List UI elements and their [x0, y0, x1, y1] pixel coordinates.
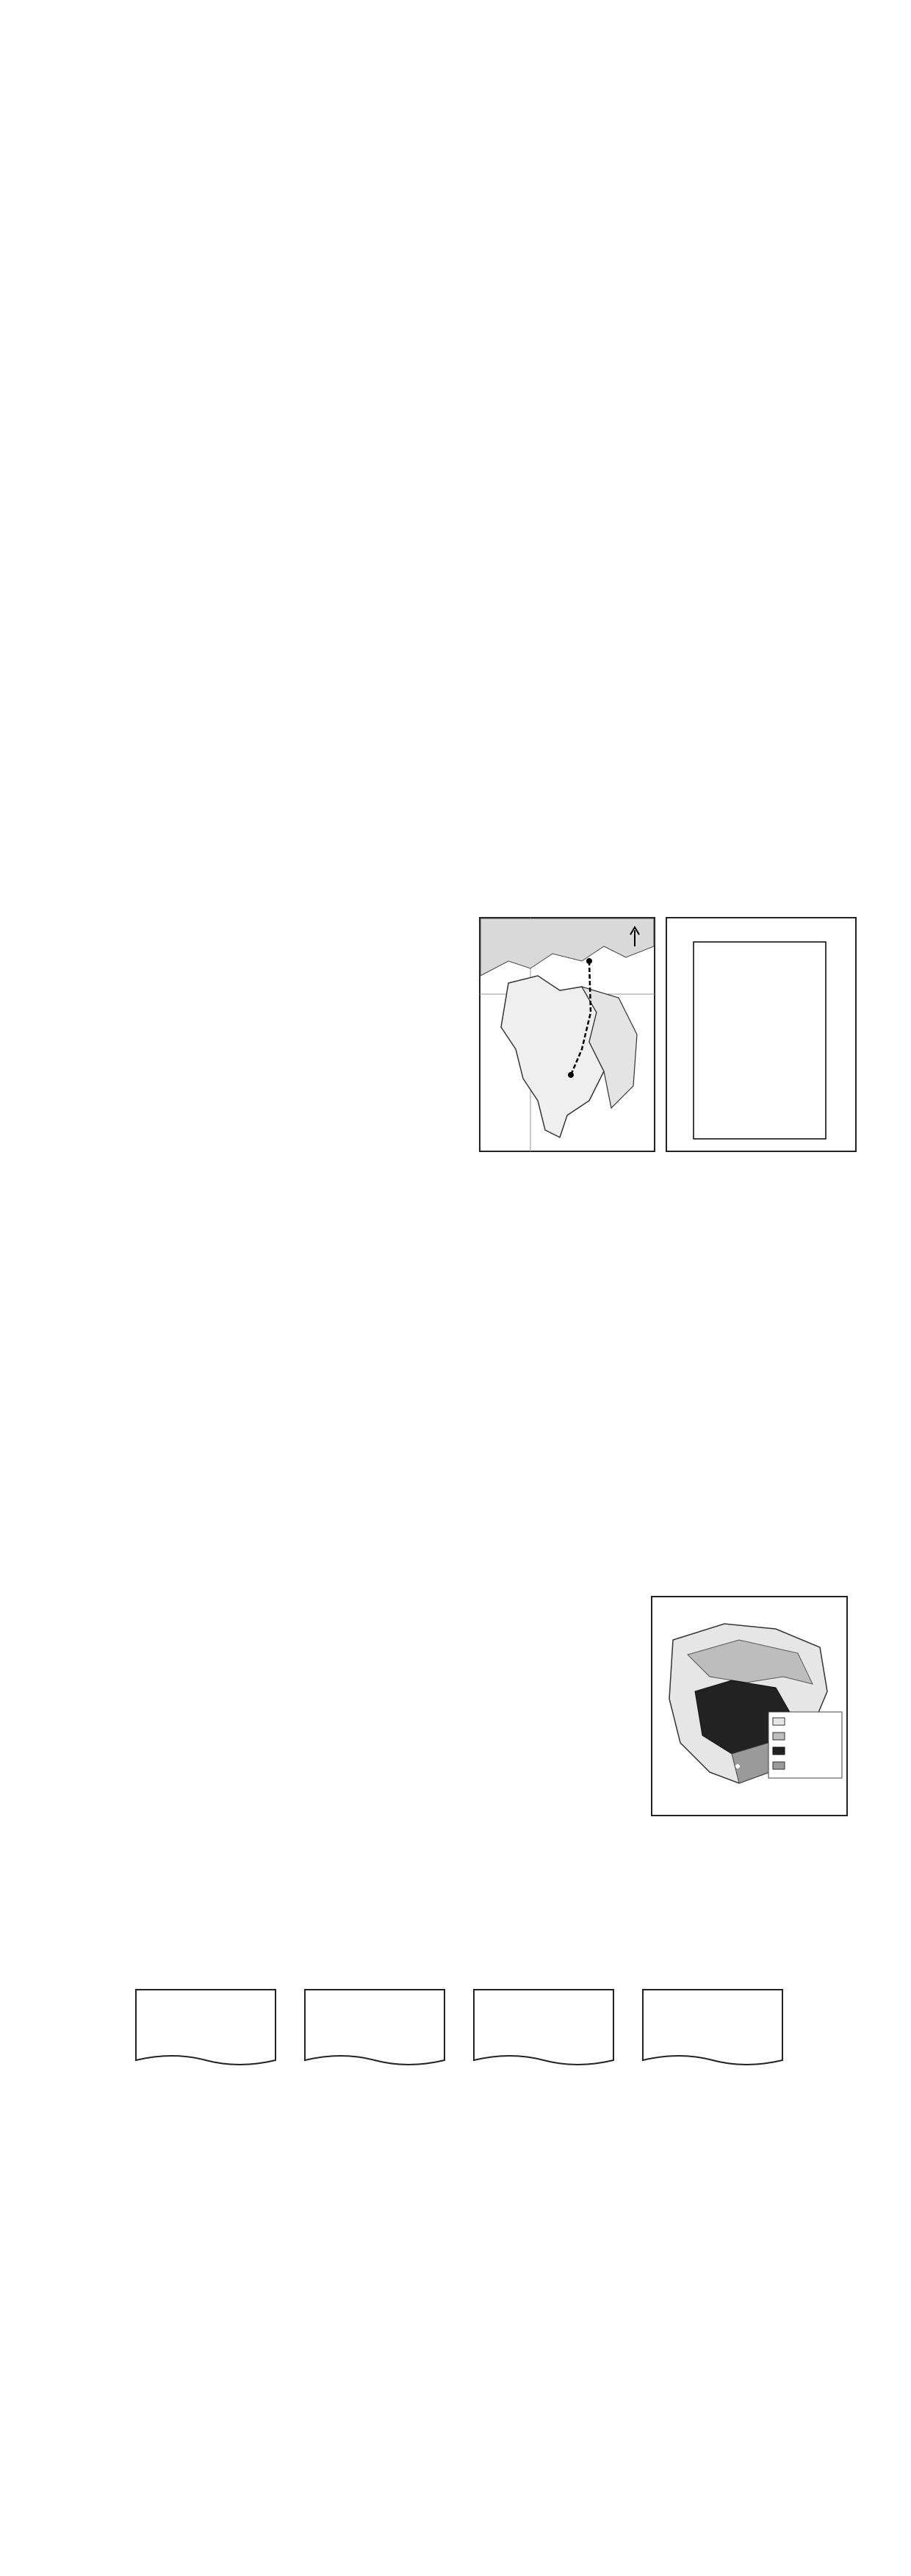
dynasty-cards [129, 1984, 790, 2072]
dynasty-card [474, 1990, 613, 2065]
dynasty-card [305, 1990, 444, 2065]
dynasty-card [136, 1990, 276, 2065]
railway-map [479, 917, 655, 1152]
dynasty-card [643, 1990, 782, 2065]
hainan-map [651, 1596, 848, 1816]
climate-chart [666, 917, 857, 1152]
